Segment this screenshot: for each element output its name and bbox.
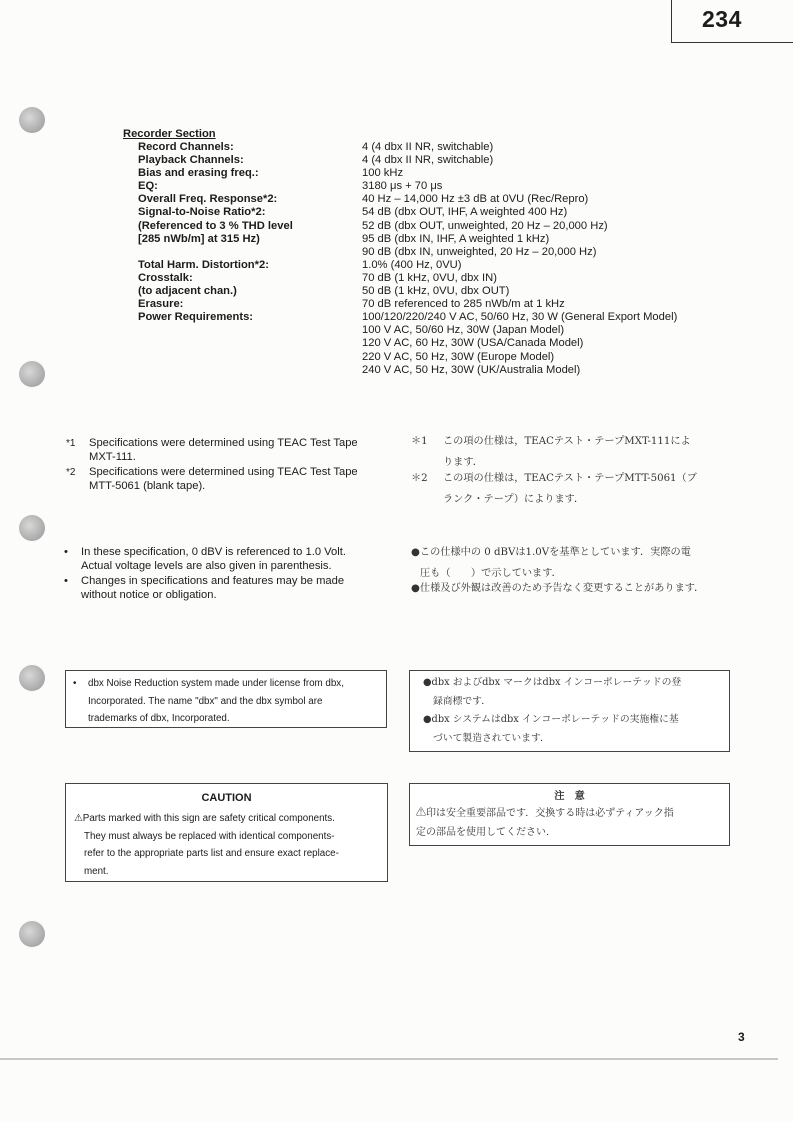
- dbx-notice-text: [88, 675, 380, 728]
- page-edge-divider: [0, 1058, 778, 1060]
- spec-value: 70 dB (1 kHz, 0VU, dbx IN): [362, 271, 497, 284]
- footnote-mark: *2: [66, 467, 76, 478]
- dbx-notice-line: 録商標です．: [433, 695, 491, 707]
- spec-label: Playback Channels:: [138, 154, 244, 167]
- spec-value: 1.0% (400 Hz, 0VU): [362, 258, 462, 271]
- bullet-text: Actual voltage levels are also given in parenthesis.: [81, 559, 332, 572]
- footnote-text: MTT-5061 (blank tape).: [89, 479, 206, 492]
- bullet-text: ●仕様及び外観は改善のため予告なく変更することがあります．: [411, 583, 705, 594]
- spec-label: (Referenced to 3 % THD level: [138, 219, 293, 232]
- spec-label: Power Requirements:: [138, 311, 254, 324]
- footnote-text: Specifications were determined using TEAC Test Tape: [89, 437, 358, 449]
- spec-values: [362, 141, 677, 377]
- spec-label: [285 nWb/m] at 315 Hz): [138, 232, 260, 245]
- caution-line: ⚠印は安全重要部品です．交換する時は必ずティアック指: [416, 808, 674, 819]
- bullet-icon: •: [64, 546, 68, 558]
- spec-label: EQ:: [138, 180, 158, 193]
- spec-label: Crosstalk:: [138, 271, 193, 284]
- spec-label: Erasure:: [138, 298, 184, 311]
- spec-value: 95 dB (dbx IN, IHF, A weighted 1 kHz): [362, 232, 550, 245]
- bullet-jp-2: [411, 578, 746, 599]
- spec-value: 4 (4 dbx II NR, switchable): [362, 141, 494, 153]
- dbx-notice-line: trademarks of dbx, Incorporated.: [88, 713, 230, 724]
- spec-value: 240 V AC, 50 Hz, 30W (UK/Australia Model): [362, 363, 581, 376]
- footnote-text: ランク・テープ）によります．: [443, 494, 585, 505]
- model-number-box: [671, 0, 793, 43]
- footnote-jp-1: [411, 431, 741, 473]
- spec-label: Signal-to-Noise Ratio*2:: [138, 206, 266, 219]
- footnote-text: この項の仕様は，TEACテスト・テープMTT-5061（ブ: [443, 473, 697, 484]
- bullet-text: Changes in specifications and features may be made: [81, 575, 345, 587]
- footnote-mark: ＊2: [411, 473, 428, 484]
- dbx-notice-line: づいて製造されています．: [433, 732, 550, 744]
- page-number: 3: [738, 1030, 745, 1044]
- spec-label: Bias and erasing freq.:: [138, 167, 259, 180]
- caution-text: [416, 804, 674, 842]
- bullet-icon: •: [64, 575, 68, 587]
- caution-title: CAUTION: [201, 792, 252, 804]
- spec-value: 120 V AC, 60 Hz, 30W (USA/Canada Model): [362, 337, 584, 350]
- footnote-mark: ＊1: [411, 436, 428, 447]
- spec-label: (to adjacent chan.): [138, 285, 237, 298]
- dbx-notice-line: Incorporated. The name "dbx" and the dbx symbol are: [88, 695, 323, 707]
- spec-label: Record Channels:: [138, 141, 234, 153]
- dbx-notice-line: ●dbx およびdbx マークはdbx インコーポレーテッドの登: [423, 677, 682, 688]
- dbx-notice-en: [65, 670, 387, 728]
- footnote-text: MXT-111.: [89, 450, 136, 463]
- spec-label: Total Harm. Distortion*2:: [138, 258, 269, 271]
- bullet-en-2: [64, 575, 394, 602]
- caution-line: refer to the appropriate parts list and ensure exact replace-: [84, 848, 339, 859]
- spec-value: 100 V AC, 50/60 Hz, 30W (Japan Model): [362, 324, 565, 337]
- dbx-notice-jp: [409, 670, 730, 752]
- model-number: 234: [702, 6, 742, 32]
- spec-value: 70 dB referenced to 285 nWb/m at 1 kHz: [362, 298, 565, 311]
- footnote-en-1: [66, 437, 396, 464]
- bullet-icon: •: [73, 678, 77, 689]
- spec-value: 100 kHz: [362, 167, 404, 180]
- footnote-jp-2: [411, 468, 741, 510]
- caution-box-jp: [409, 783, 730, 846]
- bullet-text: In these specification, 0 dBV is referenced to 1.0 Volt.: [81, 546, 346, 558]
- spec-label: Overall Freq. Response*2:: [138, 193, 278, 206]
- footnote-text: ります．: [443, 457, 483, 468]
- spec-value: 40 Hz – 14,000 Hz ±3 dB at 0VU (Rec/Repro): [362, 193, 589, 206]
- spec-labels: [138, 141, 293, 324]
- footnote-mark: *1: [66, 438, 76, 449]
- spec-value: 52 dB (dbx OUT, unweighted, 20 Hz – 20,000 Hz): [362, 219, 608, 232]
- footnote-en-2: [66, 466, 396, 493]
- dbx-notice-line: ●dbx システムはdbx インコーポレーテッドの実施権に基: [423, 714, 679, 725]
- dbx-notice-line: dbx Noise Reduction system made under license from dbx,: [88, 678, 344, 689]
- dbx-notice-text: [423, 674, 681, 748]
- binder-hole-icon: [19, 361, 45, 387]
- caution-text: [74, 810, 382, 880]
- caution-line: 定の部品を使用してください．: [416, 827, 556, 838]
- binder-hole-icon: [19, 515, 45, 541]
- caution-box-en: [65, 783, 388, 882]
- spec-value: 54 dB (dbx OUT, IHF, A weighted 400 Hz): [362, 206, 568, 219]
- section-title: Recorder Section: [123, 128, 216, 140]
- spec-value: 220 V AC, 50 Hz, 30W (Europe Model): [362, 350, 555, 363]
- spec-value: 4 (4 dbx II NR, switchable): [362, 154, 494, 167]
- footnote-text: Specifications were determined using TEAC Test Tape: [89, 466, 358, 478]
- caution-line: ⚠Parts marked with this sign are safety critical components.: [74, 813, 335, 824]
- spec-value: 3180 μs + 70 μs: [362, 180, 443, 193]
- binder-hole-icon: [19, 921, 45, 947]
- spec-value: 50 dB (1 kHz, 0VU, dbx OUT): [362, 285, 510, 298]
- binder-hole-icon: [19, 665, 45, 691]
- spec-value: 90 dB (dbx IN, unweighted, 20 Hz – 20,000 Hz): [362, 245, 597, 258]
- caution-line: They must always be replaced with identical components-: [84, 830, 335, 842]
- footnote-text: この項の仕様は，TEACテスト・テープMXT-111によ: [443, 436, 691, 447]
- caution-line: ment.: [84, 865, 109, 877]
- bullet-en-1: [64, 546, 394, 573]
- caution-title: 注 意: [554, 790, 585, 802]
- spec-value: 100/120/220/240 V AC, 50/60 Hz, 30 W (General Export Model): [362, 311, 678, 324]
- binder-hole-icon: [19, 107, 45, 133]
- bullet-text: without notice or obligation.: [81, 588, 217, 601]
- bullet-text: 圧も（ ）で示しています．: [420, 568, 562, 579]
- bullet-text: ●この仕様中の 0 dBVは1.0Vを基準としています．実際の電: [411, 547, 691, 558]
